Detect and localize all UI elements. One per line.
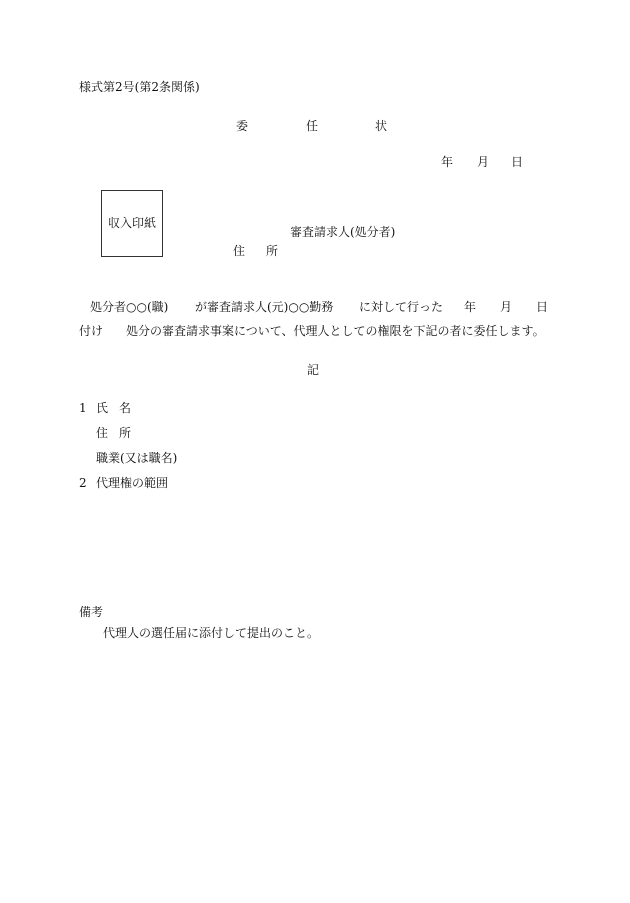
date-year: 年: [441, 155, 454, 169]
record-label: 記: [307, 363, 320, 377]
item2-number: 2: [79, 476, 87, 490]
occupation-label: 職業(又は職名): [96, 451, 178, 465]
address-char-2: 所: [119, 426, 132, 440]
body-line1-year: 年: [464, 300, 477, 314]
date-month: 月: [477, 155, 490, 169]
title-char-2: 任: [306, 119, 319, 133]
requester-label: 審査請求人(処分者): [290, 225, 396, 239]
form-number: 様式第2号(第2条関係): [79, 80, 200, 94]
agency-scope-label: 代理権の範囲: [96, 476, 169, 490]
requester-address-char-2: 所: [266, 244, 279, 258]
body-line2-part1: 付け: [79, 324, 104, 338]
body-line2-part2: 処分の審査請求事案について、代理人としての権限を下記の者に委任します。: [126, 324, 545, 338]
item1-number: 1: [79, 401, 87, 415]
body-line1-part1: 処分者○○(職): [90, 300, 169, 314]
name-char-1: 氏: [96, 401, 109, 415]
address-char-1: 住: [96, 426, 109, 440]
body-line1-day: 日: [536, 300, 549, 314]
name-char-2: 名: [119, 401, 132, 415]
body-line1-part2: が審査請求人(元)○○勤務: [195, 300, 334, 314]
revenue-stamp-box: [101, 190, 163, 257]
body-line1-month: 月: [500, 300, 513, 314]
title-char-1: 委: [236, 119, 249, 133]
title-char-3: 状: [375, 119, 388, 133]
body-line1-part3: に対して行った: [359, 300, 444, 314]
date-day: 日: [511, 155, 524, 169]
notes-text: 代理人の選任届に添付して提出のこと。: [103, 626, 320, 640]
requester-address-char-1: 住: [233, 244, 246, 258]
revenue-stamp-label: 収入印紙: [107, 216, 156, 230]
notes-heading: 備考: [79, 605, 104, 619]
